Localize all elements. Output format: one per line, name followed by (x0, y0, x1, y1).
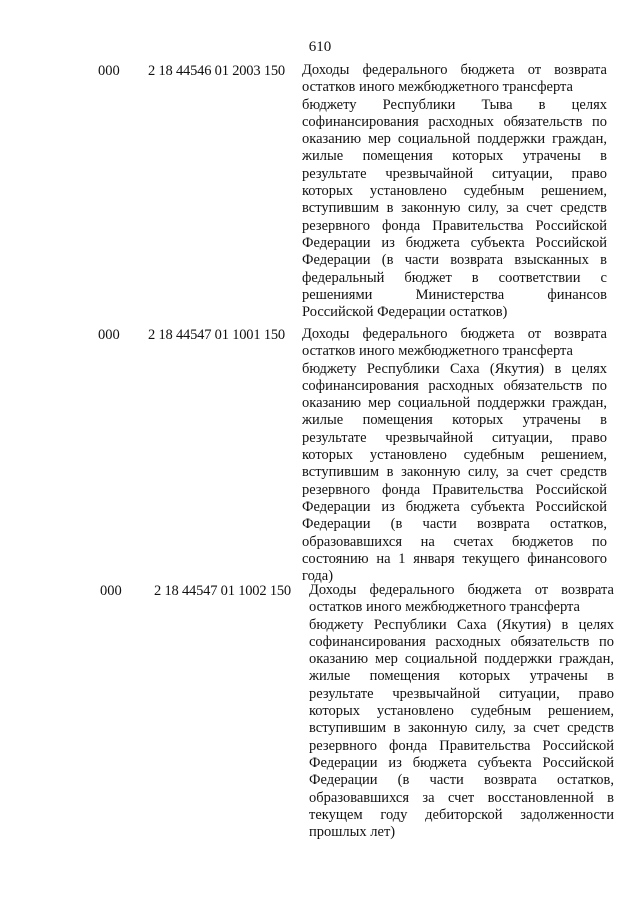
description-line: текущем году дебиторской задолженности (309, 806, 614, 823)
budget-classification-code: 2 18 44546 01 2003 150 (148, 63, 285, 79)
description-line: бюджету Республики Саха (Якутия) в целях (302, 360, 607, 377)
description-line: решениями Министерства финансов (302, 286, 607, 303)
description-line: остатков иного межбюджетного трансферта (302, 343, 573, 360)
description-line: вступившим в законную силу, за счет средств (302, 200, 607, 217)
description-line: бюджету Республики Тыва в целях (302, 96, 607, 113)
admin-code: 000 (100, 583, 122, 599)
description-line: жилые помещения которых утрачены в (309, 668, 614, 685)
description-line: Доходы федерального бюджета от возврата (302, 326, 607, 342)
budget-classification-code: 2 18 44547 01 1002 150 (154, 583, 291, 599)
admin-code: 000 (98, 327, 120, 343)
admin-code: 000 (98, 63, 120, 79)
description-line: Федерации (в части возврата взысканных в (302, 252, 607, 269)
entry-description (302, 326, 607, 585)
description-line: остатков иного межбюджетного трансферта (302, 79, 573, 96)
description-line: результате чрезвычайной ситуации, право (302, 429, 607, 446)
description-line: которых установлено судебным решением, (309, 703, 614, 720)
description-line: софинансирования расходных обязательств по (302, 377, 607, 394)
description-line: Федерации из бюджета субъекта Российской (302, 498, 607, 515)
description-line: резервного фонда Правительства Российской (309, 737, 614, 754)
description-line: резервного фонда Правительства Российской (302, 481, 607, 498)
budget-classification-code: 2 18 44547 01 1001 150 (148, 327, 285, 343)
description-line: вступившим в законную силу, за счет средств (309, 720, 614, 737)
description-line: оказанию мер социальной поддержки граждан, (309, 651, 614, 668)
description-line: вступившим в законную силу, за счет средств (302, 464, 607, 481)
description-line: Доходы федерального бюджета от возврата (309, 582, 614, 598)
description-line: федеральный бюджет в соответствии с (302, 269, 607, 286)
description-line: Федерации (в части возврата остатков, (309, 772, 614, 789)
description-line: результате чрезвычайной ситуации, право (302, 165, 607, 182)
description-line: Доходы федерального бюджета от возврата (302, 62, 607, 78)
description-line: года) (302, 568, 334, 585)
description-line: результате чрезвычайной ситуации, право (309, 685, 614, 702)
description-line: прошлых лет) (309, 824, 396, 841)
description-line: оказанию мер социальной поддержки граждан, (302, 131, 607, 148)
description-line: Федерации из бюджета субъекта Российской (309, 754, 614, 771)
description-line: жилые помещения которых утрачены в (302, 148, 607, 165)
description-line: Федерации из бюджета субъекта Российской (302, 234, 607, 251)
description-line: остатков иного межбюджетного трансферта (309, 599, 580, 616)
description-line: образовавшихся на счетах бюджетов по (302, 533, 607, 550)
description-line: которых установлено судебным решением, (302, 447, 607, 464)
description-line: жилые помещения которых утрачены в (302, 412, 607, 429)
description-line: образовавшихся за счет восстановленной в (309, 789, 614, 806)
description-line: состоянию на 1 января текущего финансового (302, 550, 607, 567)
description-line: софинансирования расходных обязательств по (309, 633, 614, 650)
description-line: бюджету Республики Саха (Якутия) в целях (309, 616, 614, 633)
description-line: которых установлено судебным решением, (302, 183, 607, 200)
description-line: Российской Федерации остатков) (302, 304, 508, 321)
entry-description (309, 582, 614, 841)
entry-description (302, 62, 607, 321)
description-line: резервного фонда Правительства Российской (302, 217, 607, 234)
description-line: софинансирования расходных обязательств по (302, 113, 607, 130)
description-line: оказанию мер социальной поддержки граждан, (302, 395, 607, 412)
description-line: Федерации (в части возврата остатков, (302, 516, 607, 533)
page-number: 610 (308, 39, 332, 55)
